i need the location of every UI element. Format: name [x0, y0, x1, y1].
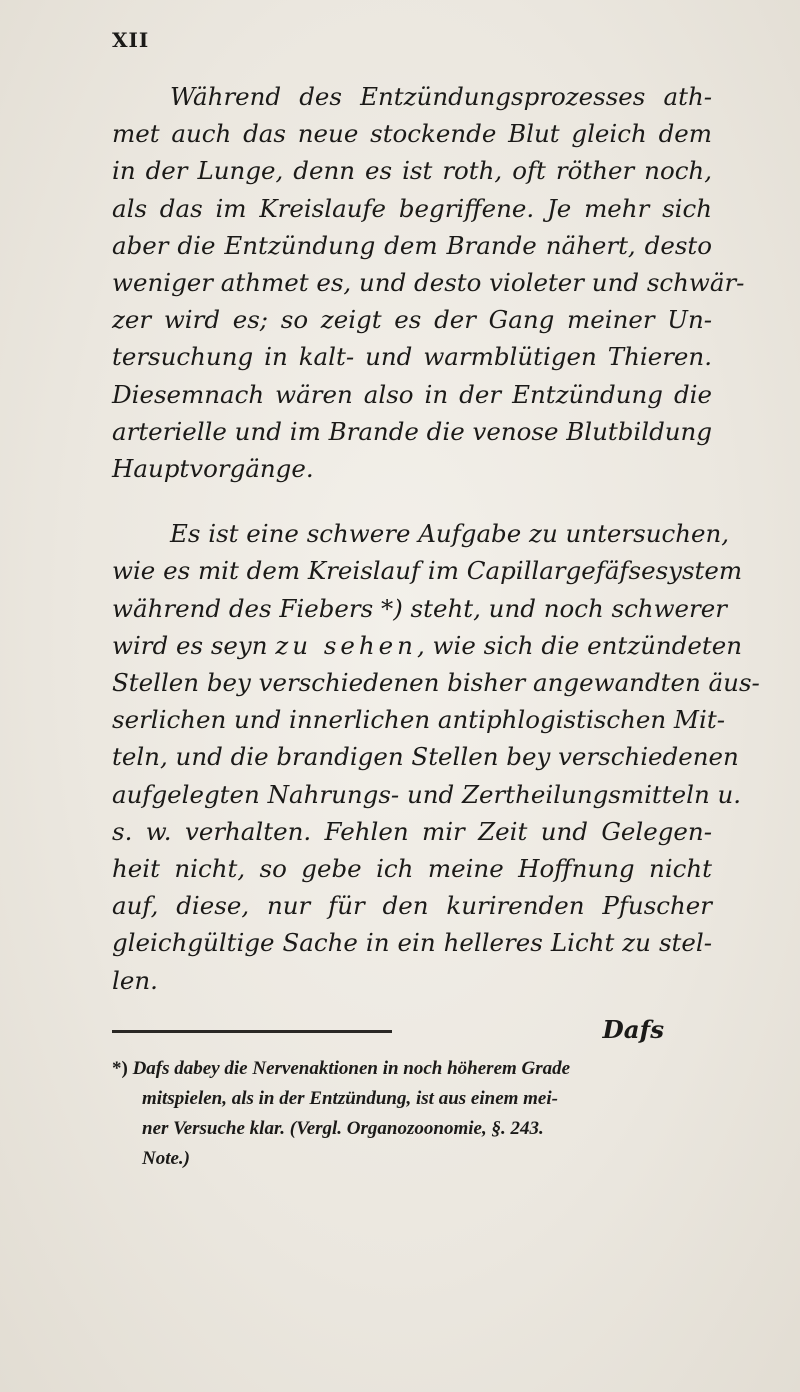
text-line: wie es mit dem Kreislauf im Capillargefäfsesystem [112, 556, 743, 586]
text-line: Es ist eine schwere Aufgabe zu untersuchen, [170, 519, 730, 549]
text-segment: Dafs dabey die Nervenaktionen in noch höherem Grade [132, 1058, 571, 1079]
text-line: in der Lunge, denn es ist roth, oft röther noch, [112, 156, 712, 186]
paragraph-2 [112, 515, 760, 999]
text-line: tersuchung in kalt- und warmblütigen Thieren. [112, 342, 712, 372]
text-line: weniger athmet es, und desto violeter und schwär- [112, 268, 745, 298]
text-line: Während des Entzündungsprozesses ath- [170, 82, 712, 111]
text-segment: , wie sich die entzündeten [416, 630, 743, 660]
footnote-line [112, 1054, 702, 1084]
footnote-marker: *) [112, 1058, 128, 1079]
text-line: aber die Entzündung dem Brande nähert, desto [112, 230, 712, 260]
text-line: teln, und die brandigen Stellen bey verschiedenen [112, 742, 739, 772]
main-text [112, 78, 760, 1048]
footnote [112, 1054, 702, 1174]
text-line: serlichen und innerlichen antiphlogistischen Mit- [112, 705, 725, 735]
footnote-line: ner Versuche klar. (Vergl. Organozoonomie, §. 243. [142, 1118, 544, 1139]
text-line: während des Fiebers *) steht, und noch schwerer [112, 593, 727, 623]
text-line: len. [112, 965, 158, 995]
paragraph-1 [112, 78, 745, 487]
text-line: heit nicht, so gebe ich meine Hoffnung nicht [112, 854, 712, 884]
footnote-rule [112, 1030, 392, 1033]
text-line: als das im Kreislaufe begriffene. Je mehr sich [112, 193, 712, 223]
text-line: aufgelegten Nahrungs- und Zertheilungsmitteln u. [112, 779, 742, 809]
text-line: Diesemnach wären also in der Entzündung die [112, 379, 712, 409]
text-line [112, 627, 743, 664]
text-line: s. w. verhalten. Fehlen mir Zeit und Gelegen- [112, 816, 712, 846]
spaced-emphasis: zu sehen [275, 630, 417, 660]
catchword: Dafs [602, 1014, 664, 1044]
text-line: auf, diese, nur für den kurirenden Pfuscher [112, 891, 712, 921]
text-line: zer wird es; so zeigt es der Gang meiner Un- [112, 305, 712, 335]
text-line: arterielle und im Brande die venose Blutbildung [112, 416, 712, 446]
text-line: Hauptvorgänge. [112, 454, 314, 484]
footnote-line: Note.) [142, 1148, 191, 1169]
text-line: gleichgültige Sache in ein helleres Licht zu stel- [112, 928, 712, 958]
text-line: Stellen bey verschiedenen bisher angewandten äus- [112, 668, 760, 698]
text-line: met auch das neue stockende Blut gleich dem [112, 119, 712, 149]
text-segment: wird es seyn [112, 630, 276, 660]
page-number: XII [112, 28, 150, 52]
footnote-line: mitspielen, als in der Entzündung, ist aus einem mei- [142, 1088, 558, 1109]
